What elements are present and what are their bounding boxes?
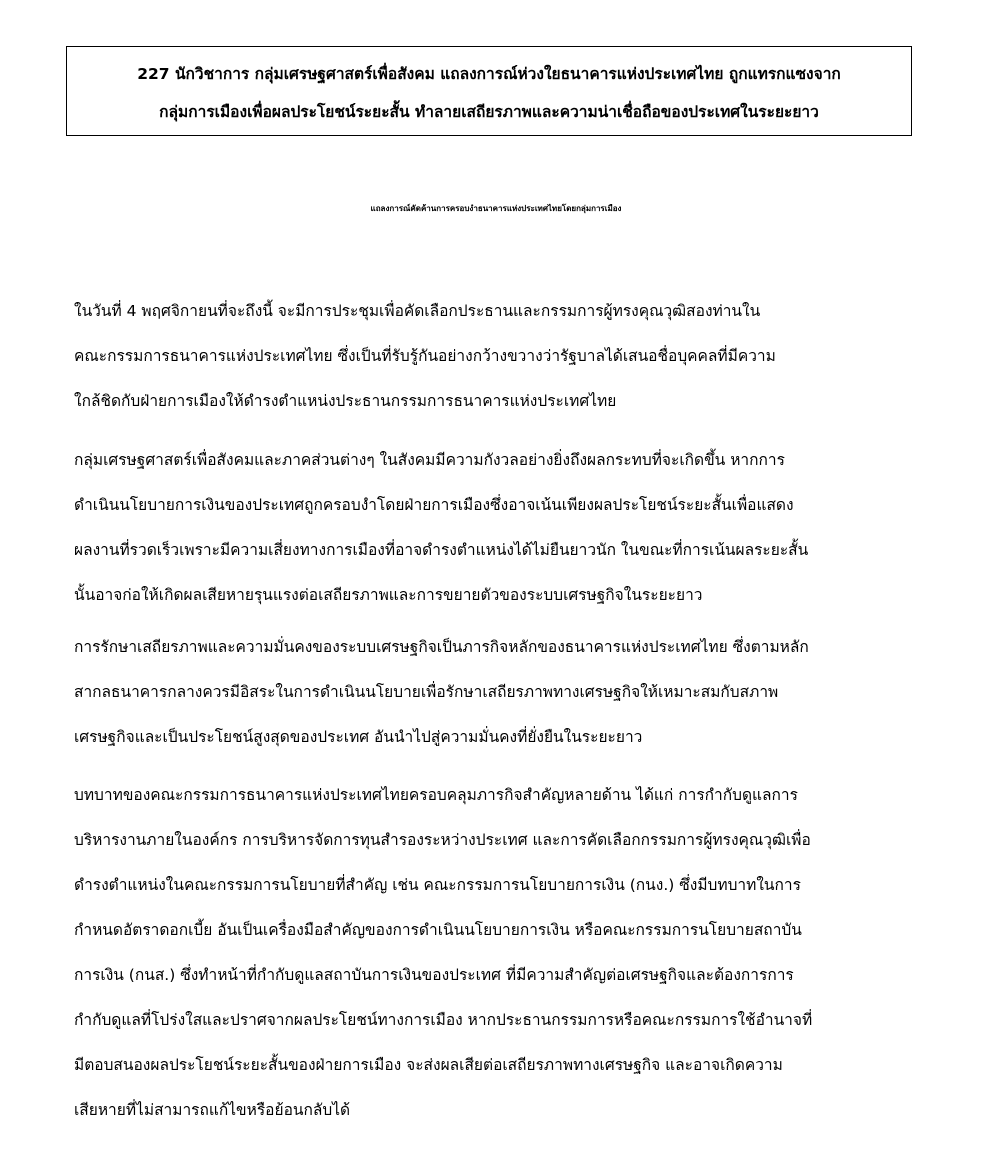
- paragraph-line: เสียหายที่ไม่สามารถแก้ไขหรือย้อนกลับได้: [74, 1101, 351, 1119]
- paragraph-line: การเงิน (กนส.) ซึ่งทำหน้าที่กำกับดูแลสถาบันการเงินของประเทศ ที่มีความสำคัญต่อเศรษฐกิจและต้องการการ: [74, 966, 794, 984]
- paragraph-line: ในวันที่ 4 พฤศจิกายนที่จะถึงนี้ จะมีการประชุมเพื่อคัดเลือกประธานและกรรมการผู้ทรงคุณวุฒิสองท่านใน: [74, 302, 761, 320]
- paragraph-line: บริหารงานภายในองค์กร การบริหารจัดการทุนสำรองระหว่างประเทศ และการคัดเลือกกรรมการผู้ทรงคุณวุฒิเพื่อ: [74, 831, 811, 849]
- paragraph-line: ใกล้ชิดกับฝ่ายการเมืองให้ดำรงตำแหน่งประธานกรรมการธนาคารแห่งประเทศไทย: [74, 392, 617, 410]
- paragraph-line: กำกับดูแลที่โปร่งใสและปราศจากผลประโยชน์ทางการเมือง หากประธานกรรมการหรือคณะกรรมการใช้อำนาจที่: [74, 1011, 813, 1029]
- paragraph-line: นั้นอาจก่อให้เกิดผลเสียหายรุนแรงต่อเสถียรภาพและการขยายตัวของระบบเศรษฐกิจในระยะยาว: [74, 586, 703, 604]
- paragraph-line: กลุ่มเศรษฐศาสตร์เพื่อสังคมและภาคส่วนต่างๆ ในสังคมมีความกังวลอย่างยิ่งถึงผลกระทบที่จะเกิดขึ้น หากการ: [74, 451, 785, 469]
- paragraph-line: เศรษฐกิจและเป็นประโยชน์สูงสุดของประเทศ อันนำไปสู่ความมั่นคงที่ยั่งยืนในระยะยาว: [74, 728, 643, 746]
- paragraph-line: บทบาทของคณะกรรมการธนาคารแห่งประเทศไทยครอบคลุมภารกิจสำคัญหลายด้าน ได้แก่ การกำกับดูแลการ: [74, 786, 798, 804]
- headline-line-2: กลุ่มการเมืองเพื่อผลประโยชน์ระยะสั้น ทำลายเสถียรภาพและความน่าเชื่อถือของประเทศในระยะยาว: [159, 103, 819, 121]
- statement-title: แถลงการณ์คัดค้านการครอบงำธนาคารแห่งประเทศไทยโดยกลุ่มการเมือง: [370, 204, 622, 213]
- paragraph-line: มีตอบสนองผลประโยชน์ระยะสั้นของฝ่ายการเมือง จะส่งผลเสียต่อเสถียรภาพทางเศรษฐกิจ และอาจเกิดความ: [74, 1056, 783, 1074]
- paragraph-line: ผลงานที่รวดเร็วเพราะมีความเสี่ยงทางการเมืองที่อาจดำรงตำแหน่งได้ไม่ยืนยาวนัก ในขณะที่การเน้นผลระยะสั้น: [74, 541, 809, 559]
- headline-line-1: 227 นักวิชาการ กลุ่มเศรษฐศาสตร์เพื่อสังคม แถลงการณ์ห่วงใยธนาคารแห่งประเทศไทย ถูกแทรกแซงจาก: [137, 65, 841, 83]
- paragraph-line: ดำเนินนโยบายการเงินของประเทศถูกครอบงำโดยฝ่ายการเมืองซึ่งอาจเน้นเพียงผลประโยชน์ระยะสั้นเพื่อแสดง: [74, 496, 794, 514]
- paragraph-line: การรักษาเสถียรภาพและความมั่นคงของระบบเศรษฐกิจเป็นภารกิจหลักของธนาคารแห่งประเทศไทย ซึ่งตามหลัก: [74, 638, 809, 656]
- paragraph-line: คณะกรรมการธนาคารแห่งประเทศไทย ซึ่งเป็นที่รับรู้กันอย่างกว้างขวางว่ารัฐบาลได้เสนอชื่อบุคคลที่มีความ: [74, 347, 776, 365]
- paragraph-line: กำหนดอัตราดอกเบี้ย อันเป็นเครื่องมือสำคัญของการดำเนินนโยบายการเงิน หรือคณะกรรมการนโยบายสถาบัน: [74, 921, 802, 939]
- headline-box: [66, 46, 912, 136]
- paragraph-line: สากลธนาคารกลางควรมีอิสระในการดำเนินนโยบายเพื่อรักษาเสถียรภาพทางเศรษฐกิจให้เหมาะสมกับสภาพ: [74, 683, 779, 701]
- paragraph-line: ดำรงตำแหน่งในคณะกรรมการนโยบายที่สำคัญ เช่น คณะกรรมการนโยบายการเงิน (กนง.) ซึ่งมีบทบาทในการ: [74, 876, 801, 894]
